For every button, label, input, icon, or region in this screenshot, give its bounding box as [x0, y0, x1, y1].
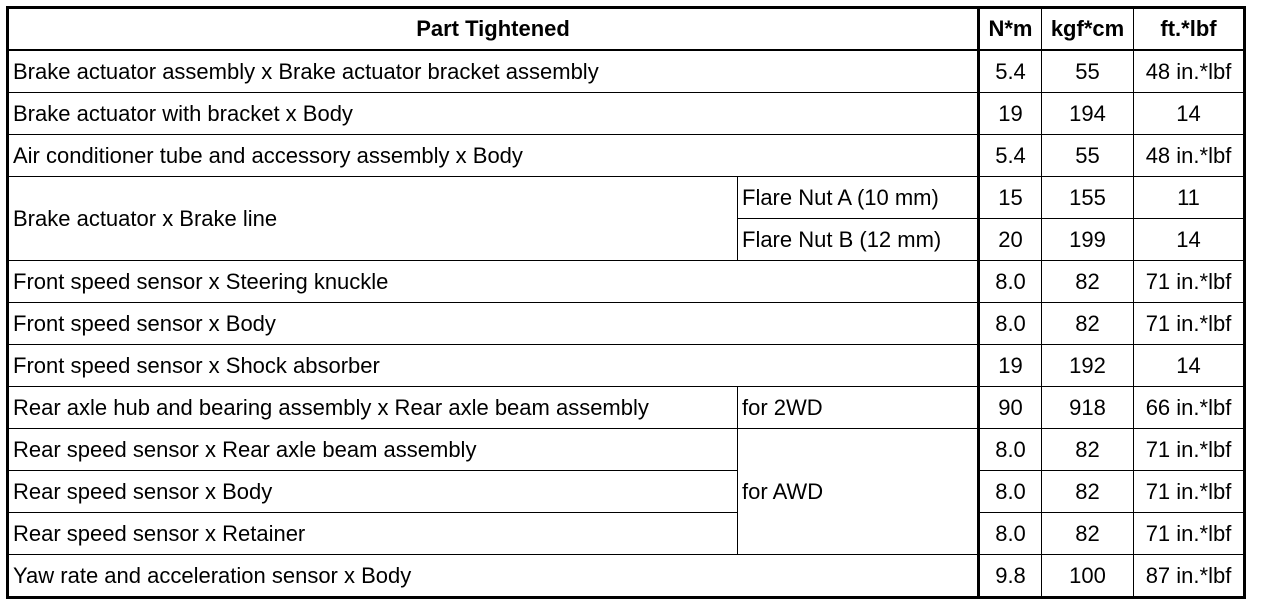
ftlbf-cell: 87 in.*lbf: [1134, 555, 1245, 598]
table-row: [8, 177, 1245, 219]
ftlbf-cell: 66 in.*lbf: [1134, 387, 1245, 429]
nm-cell: 19: [979, 93, 1042, 135]
nm-cell: 19: [979, 345, 1042, 387]
header-ftlbf: ft.*lbf: [1134, 8, 1245, 51]
kgfcm-cell: 82: [1042, 513, 1134, 555]
kgfcm-cell: 918: [1042, 387, 1134, 429]
ftlbf-cell: 71 in.*lbf: [1134, 303, 1245, 345]
nm-cell: 5.4: [979, 135, 1042, 177]
kgfcm-cell: 82: [1042, 471, 1134, 513]
part-cell: Rear speed sensor x Body: [8, 471, 738, 513]
torque-spec-table: [6, 6, 1246, 599]
table-row: [8, 387, 1245, 429]
kgfcm-cell: 55: [1042, 50, 1134, 93]
part-cell: Front speed sensor x Steering knuckle: [8, 261, 979, 303]
part-cell: Brake actuator with bracket x Body: [8, 93, 979, 135]
table-row: [8, 471, 1245, 513]
kgfcm-cell: 100: [1042, 555, 1134, 598]
header-nm: N*m: [979, 8, 1042, 51]
ftlbf-cell: 71 in.*lbf: [1134, 429, 1245, 471]
table-row: [8, 261, 1245, 303]
nm-cell: 90: [979, 387, 1042, 429]
part-cell: Rear axle hub and bearing assembly x Rear axle beam assembly: [8, 387, 738, 429]
condition-cell: for 2WD: [738, 387, 979, 429]
ftlbf-cell: 71 in.*lbf: [1134, 261, 1245, 303]
part-cell: Rear speed sensor x Rear axle beam assembly: [8, 429, 738, 471]
ftlbf-cell: 48 in.*lbf: [1134, 135, 1245, 177]
ftlbf-cell: 71 in.*lbf: [1134, 513, 1245, 555]
ftlbf-cell: 11: [1134, 177, 1245, 219]
kgfcm-cell: 82: [1042, 429, 1134, 471]
header-part-tightened: Part Tightened: [8, 8, 979, 51]
ftlbf-cell: 14: [1134, 345, 1245, 387]
nm-cell: 8.0: [979, 303, 1042, 345]
condition-cell: Flare Nut A (10 mm): [738, 177, 979, 219]
ftlbf-cell: 14: [1134, 93, 1245, 135]
part-cell: Brake actuator assembly x Brake actuator bracket assembly: [8, 50, 979, 93]
nm-cell: 8.0: [979, 513, 1042, 555]
part-cell: Yaw rate and acceleration sensor x Body: [8, 555, 979, 598]
table-row: [8, 303, 1245, 345]
nm-cell: 8.0: [979, 471, 1042, 513]
kgfcm-cell: 55: [1042, 135, 1134, 177]
table-row: [8, 93, 1245, 135]
table-header-row: [8, 8, 1245, 51]
table-row: [8, 513, 1245, 555]
header-kgfcm: kgf*cm: [1042, 8, 1134, 51]
condition-cell: for AWD: [738, 429, 979, 555]
ftlbf-cell: 71 in.*lbf: [1134, 471, 1245, 513]
part-cell: Air conditioner tube and accessory assembly x Body: [8, 135, 979, 177]
part-cell: Front speed sensor x Shock absorber: [8, 345, 979, 387]
part-cell: Front speed sensor x Body: [8, 303, 979, 345]
kgfcm-cell: 155: [1042, 177, 1134, 219]
part-cell: Brake actuator x Brake line: [8, 177, 738, 261]
kgfcm-cell: 192: [1042, 345, 1134, 387]
nm-cell: 15: [979, 177, 1042, 219]
nm-cell: 5.4: [979, 50, 1042, 93]
table-row: [8, 345, 1245, 387]
table-row: [8, 135, 1245, 177]
kgfcm-cell: 199: [1042, 219, 1134, 261]
kgfcm-cell: 194: [1042, 93, 1134, 135]
ftlbf-cell: 48 in.*lbf: [1134, 50, 1245, 93]
kgfcm-cell: 82: [1042, 261, 1134, 303]
kgfcm-cell: 82: [1042, 303, 1134, 345]
nm-cell: 8.0: [979, 429, 1042, 471]
condition-cell: Flare Nut B (12 mm): [738, 219, 979, 261]
ftlbf-cell: 14: [1134, 219, 1245, 261]
table-row: [8, 555, 1245, 598]
table-row: [8, 50, 1245, 93]
nm-cell: 9.8: [979, 555, 1042, 598]
nm-cell: 8.0: [979, 261, 1042, 303]
part-cell: Rear speed sensor x Retainer: [8, 513, 738, 555]
table-row: [8, 429, 1245, 471]
nm-cell: 20: [979, 219, 1042, 261]
